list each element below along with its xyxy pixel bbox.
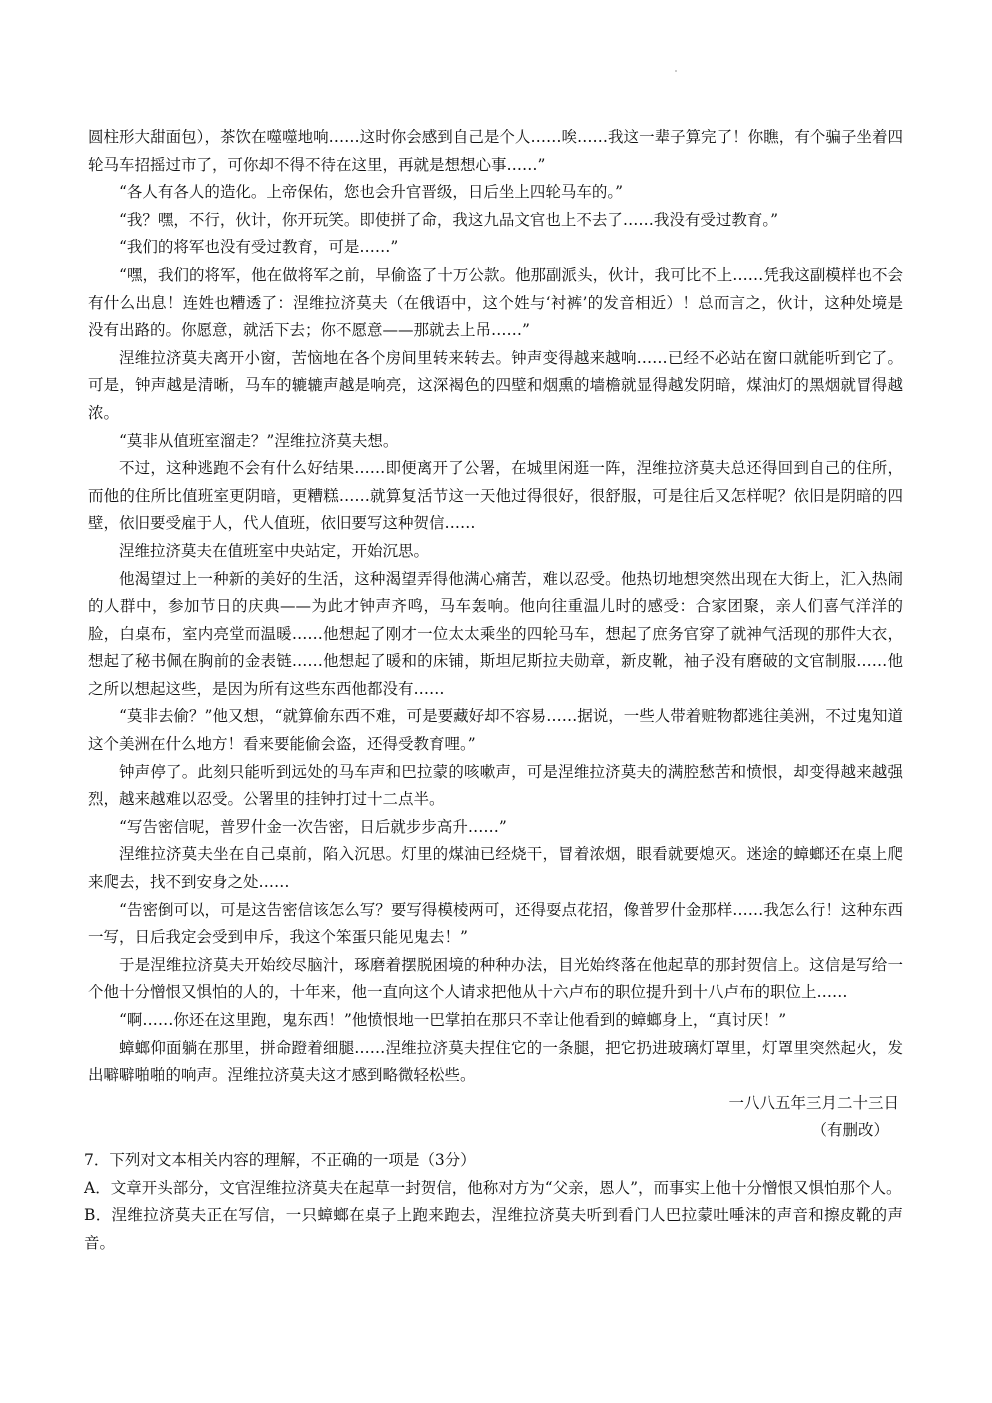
question-7 xyxy=(84,1147,903,1257)
story-paragraph: 钟声停了。此刻只能听到远处的马车声和巴拉蒙的咳嗽声，可是涅维拉济莫夫的满腔愁苦和愤恨，却变得越来越强烈，越来越难以忍受。公署里的挂钟打过十二点半。 xyxy=(88,762,903,809)
story-paragraph: “莫非从值班室溜走？”涅维拉济莫夫想。 xyxy=(119,431,399,450)
story-paragraph: “啊……你还在这里跑，鬼东西！”他愤恨地一巴掌拍在那只不幸让他看到的蟑螂身上，“真讨厌！” xyxy=(119,1011,787,1029)
story-paragraph: 涅维拉济莫夫坐在自己桌前，陷入沉思。灯里的煤油已经烧干，冒着浓烟，眼看就要熄灭。迷途的蟑螂还在桌上爬来爬去，找不到安身之处…… xyxy=(88,845,903,892)
story-paragraph: “莫非去偷？”他又想，“就算偷东西不难，可是要藏好却不容易……据说，一些人带着赃物都逃往美洲，不过鬼知道这个美洲在什么地方！看来要能偷会盗，还得受教育哩。” xyxy=(88,707,903,754)
story-paragraph: “告密倒可以，可是这告密信该怎么写？要写得模棱两可，还得耍点花招，像普罗什金那样……我怎么行！这种东西一写，日后我定会受到申斥，我这个笨蛋只能见鬼去！” xyxy=(88,900,903,947)
question-title: 7．下列对文本相关内容的理解，不正确的一项是（3分） xyxy=(84,1150,476,1169)
story-paragraph: “我们的将军也没有受过教育，可是……” xyxy=(119,238,399,257)
story-paragraph: “各人有各人的造化。上帝保佑，您也会升官晋级，日后坐上四轮马车的。” xyxy=(119,183,624,202)
story-paragraph: 于是涅维拉济莫夫开始绞尽脑汁，琢磨着摆脱困境的种种办法，目光始终落在他起草的那封贺信上。这信是写给一个他十分憎恨又惧怕的人的，十年来，他一直向这个人请求把他从十六卢布的职位提升到十八卢布的职位上…… xyxy=(88,955,903,1002)
story-note: （有删改） xyxy=(811,1121,889,1140)
story-paragraph: 他渴望过上一种新的美好的生活，这种渴望弄得他满心痛苦，难以忍受。他热切地想突然出现在大街上，汇入热闹的人群中，参加节日的庆典——为此才钟声齐鸣，马车轰响。他向往重温儿时的感受：合家团聚，亲人们喜气洋洋的脸，白桌布，室内亮堂而温暖……他想起了刚才一位太太乘坐的四轮马车，想起了庶务官穿了就神气活现的那件大衣，想起了秘书佩在胸前的金表链……他想起了暖和的床铺，斯坦尼斯拉夫勋章，新皮靴，袖子没有磨破的文官制服……他之所以想起这些，是因为所有这些东西他都没有…… xyxy=(88,569,903,698)
story-paragraph: 不过，这种逃跑不会有什么好结果……即便离开了公署，在城里闲逛一阵，涅维拉济莫夫总还得回到自己的住所，而他的住所比值班室更阴暗，更糟糕……就算复活节这一天他过得很好，很舒服，可是往后又怎样呢？依旧是阴暗的四壁，依旧要受雇于人，代人值班，依旧要写这种贺信…… xyxy=(88,459,903,533)
story-paragraph: 圆柱形大甜面包），茶饮在噬噬地响……这时你会感到自己是个人……唉……我这一辈子算完了！你瞧，有个骗子坐着四轮马车招摇过市了，可你却不得不待在这里，再就是想想心事……” xyxy=(88,128,903,174)
story-paragraph: “写告密信呢，普罗什金一次告密，日后就步步高升……” xyxy=(119,817,507,836)
option-a: A．文章开头部分，文官涅维拉济莫夫在起草一封贺信，他称对方为“父亲，恩人”，而事实上他十分憎恨又惧怕那个人。 xyxy=(84,1178,902,1197)
story-paragraph: 涅维拉济莫夫在值班室中央站定，开始沉思。 xyxy=(119,541,430,560)
story-paragraph: “我？嘿，不行，伙计，你开玩笑。即使拼了命，我这九品文官也上不去了……我没有受过教育。” xyxy=(119,210,779,229)
option-b: B．涅维拉济莫夫正在写信，一只蟑螂在桌子上跑来跑去，涅维拉济莫夫听到看门人巴拉蒙吐唾沫的声音和擦皮靴的声音。 xyxy=(84,1206,903,1252)
story-paragraph: 蟑螂仰面躺在那里，拼命蹬着细腿……涅维拉济莫夫捏住它的一条腿，把它扔进玻璃灯罩里，灯罩里突然起火，发出噼噼啪啪的响声。涅维拉济莫夫这才感到略微轻松些。 xyxy=(88,1038,903,1085)
story-text xyxy=(84,124,903,1257)
scan-speck xyxy=(675,70,677,72)
story-date: 一八八五年三月二十三日 xyxy=(728,1093,899,1112)
story-paragraph: “嘿，我们的将军，他在做将军之前，早偷盗了十万公款。他那副派头，伙计，我可比不上……凭我这副模样也不会有什么出息！连姓也糟透了：涅维拉济莫夫（在俄语中，这个姓与‘衬裤’的发音相近）！总而言之，伙计，这种处境是没有出路的。你愿意，就活下去；你不愿意——那就去上吊……” xyxy=(88,265,903,340)
story-paragraph: 涅维拉济莫夫离开小窗，苦恼地在各个房间里转来转去。钟声变得越来越响……已经不必站在窗口就能听到它了。可是，钟声越是清晰，马车的辘辘声越是响亮，这深褐色的四壁和烟熏的墙檐就显得越发阴暗，煤油灯的黑烟就冒得越浓。 xyxy=(88,348,903,422)
